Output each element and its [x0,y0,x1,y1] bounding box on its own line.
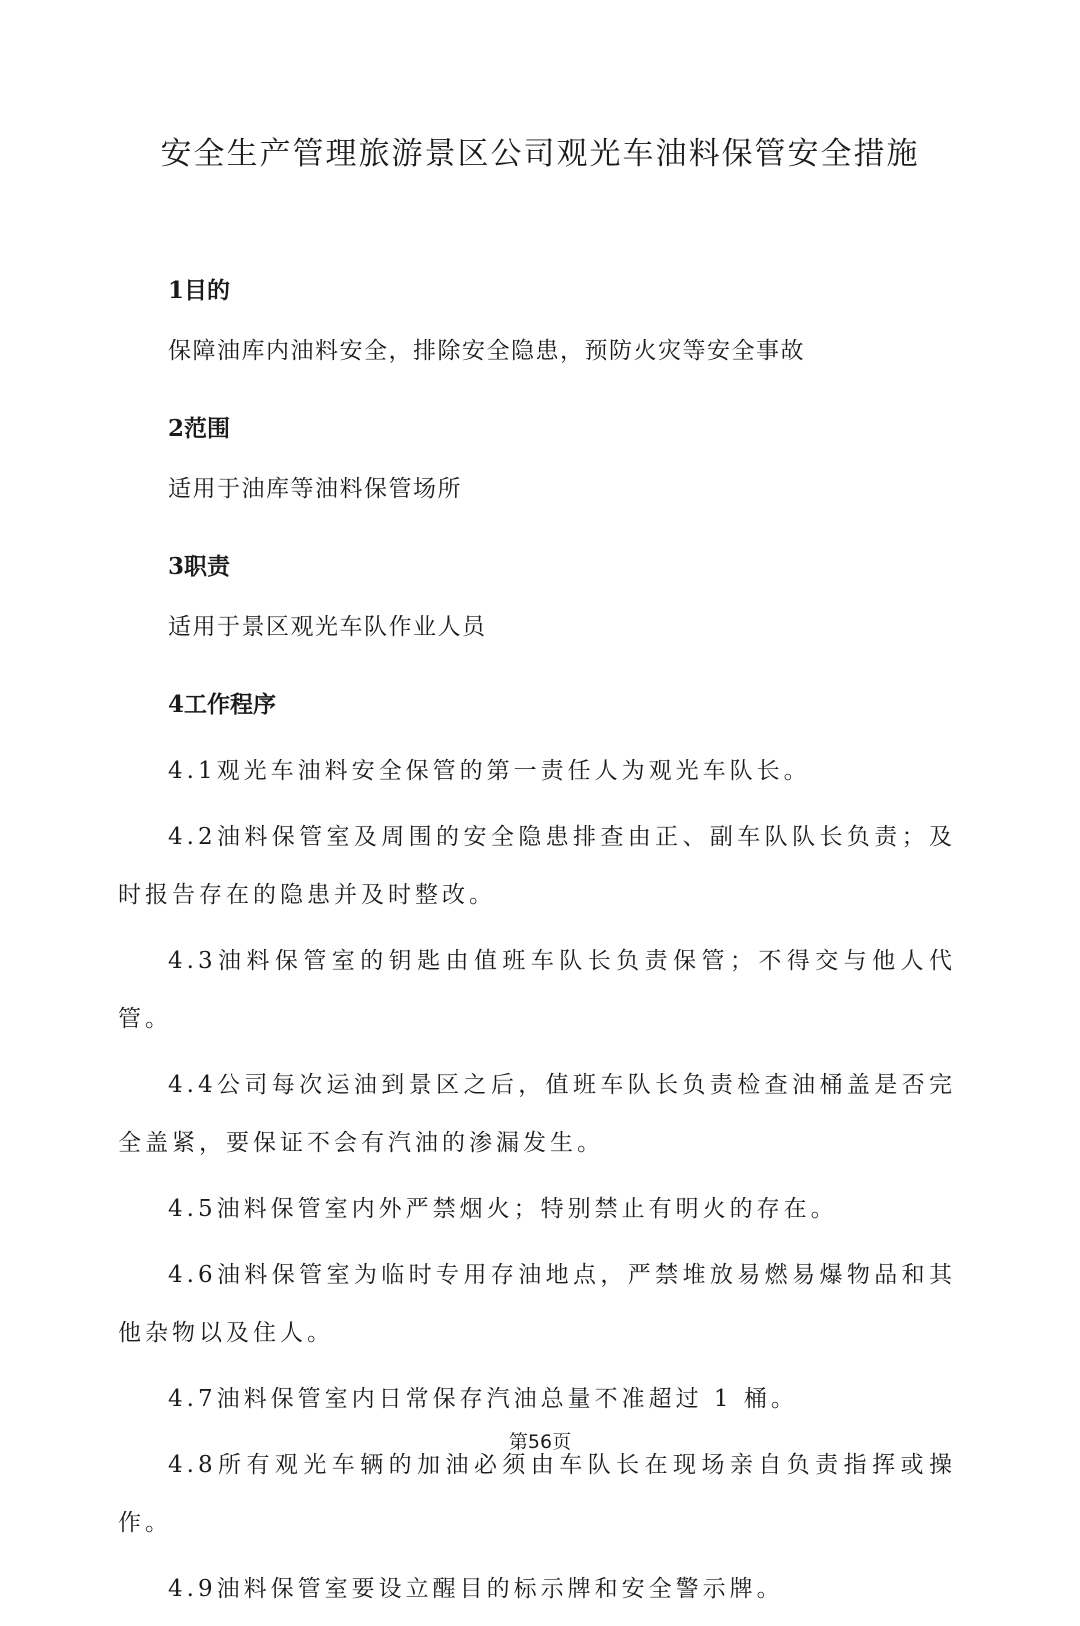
procedure-item: 4.1观光车油料安全保管的第一责任人为观光车队长。 [168,758,811,784]
section-text: 适用于油库等油料保管场所 [168,476,462,502]
procedure-item: 4.6油料保管室为临时专用存油地点，严禁堆放易燃易爆物品和其他杂物以及住人。 [118,1262,956,1346]
procedure-item: 4.4公司每次运油到景区之后，值班车队长负责检查油桶盖是否完全盖紧，要保证不会有汽油的渗漏发生。 [118,1072,956,1156]
procedure-item: 4.9油料保管室要设立醒目的标示牌和安全警示牌。 [168,1576,784,1602]
document-body [118,268,956,1626]
section-text: 适用于景区观光车队作业人员 [168,614,487,640]
section-heading: 4工作程序 [168,691,277,718]
procedure-item: 4.2油料保管室及周围的安全隐患排查由正、副车队队长负责；及时报告存在的隐患并及时整改。 [118,824,956,908]
section-heading: 1目的 [168,277,231,304]
section-purpose [118,268,956,374]
procedure-item: 4.3油料保管室的钥匙由值班车队长负责保管；不得交与他人代管。 [118,948,956,1032]
page-number: 第56页 [508,1431,572,1453]
section-responsibilities [118,544,956,650]
section-heading: 3职责 [168,553,231,580]
section-heading: 2范围 [168,415,231,442]
page-title: 安全生产管理旅游景区公司观光车油料保管安全措施 [160,136,920,172]
section-scope [118,406,956,512]
procedure-item: 4.8所有观光车辆的加油必须由车队长在现场亲自负责指挥或操作。 [118,1452,956,1536]
procedure-item: 4.5油料保管室内外严禁烟火；特别禁止有明火的存在。 [168,1196,838,1222]
procedure-item: 4.7油料保管室内日常保存汽油总量不准超过 1 桶。 [168,1386,798,1412]
section-procedure [118,682,956,1618]
section-text: 保障油库内油料安全，排除安全隐患，预防火灾等安全事故 [168,338,805,364]
